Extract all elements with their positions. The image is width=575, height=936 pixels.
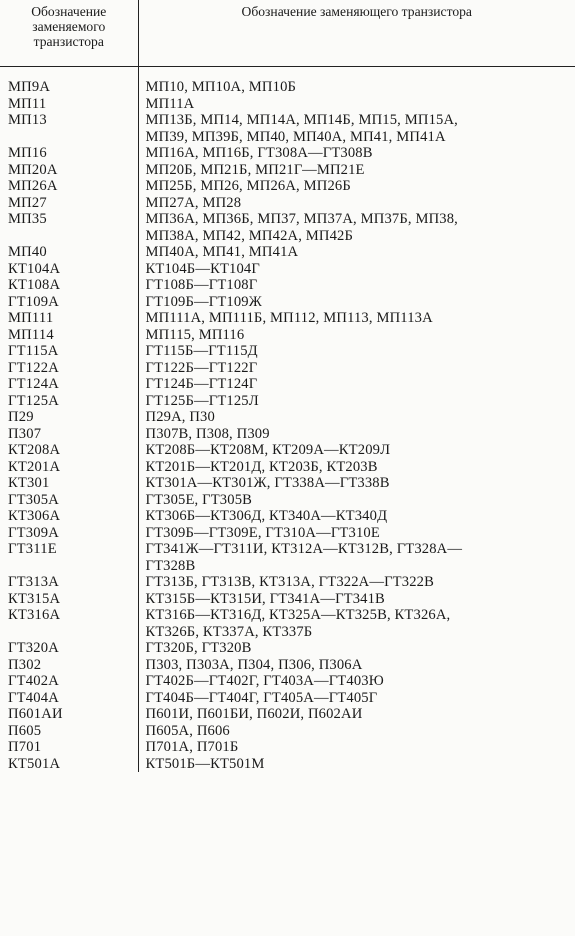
replacing-transistors-cell — [138, 112, 575, 145]
replaced-transistor-cell: МП9А — [0, 67, 138, 96]
replacing-transistors-cell — [138, 508, 575, 525]
replacing-transistors-cell — [138, 739, 575, 756]
table-row — [0, 739, 575, 756]
table-row — [0, 690, 575, 707]
replacing-transistors-cell — [138, 706, 575, 723]
replacing-transistors-line: КТ326Б, КТ337А, КТ337Б — [145, 623, 313, 640]
replacing-transistors-cell — [138, 162, 575, 179]
replacing-transistors-line: П601И, П601БИ, П602И, П602АИ — [145, 706, 363, 722]
replacing-transistors-cell — [138, 393, 575, 410]
replacing-transistors-line: ГТ341Ж—ГТ311И, КТ312А—КТ312В, ГТ328А— — [145, 541, 463, 557]
replacing-transistors-line: МП27А, МП28 — [145, 194, 242, 211]
replacing-transistors-line: МП10, МП10А, МП10Б — [145, 79, 297, 95]
replacing-transistors-cell — [138, 96, 575, 113]
table-row — [0, 673, 575, 690]
header-replacing-transistor: Обозначение заменяющего транзистора — [138, 0, 575, 67]
table-row — [0, 574, 575, 591]
replaced-transistor-cell: ГТ404А — [0, 690, 138, 707]
table-row — [0, 706, 575, 723]
replacing-transistors-line: ГТ125Б—ГТ125Л — [145, 392, 259, 409]
replaced-transistor-cell: КТ306А — [0, 508, 138, 525]
replacing-transistors-cell — [138, 211, 575, 244]
table-row — [0, 277, 575, 294]
replaced-transistor-cell: П29 — [0, 409, 138, 426]
table-header-row — [0, 0, 575, 67]
replacing-transistors-line: МП20Б, МП21Б, МП21Г—МП21Е — [145, 161, 365, 178]
replaced-transistor-cell: МП27 — [0, 195, 138, 212]
header-replaced-transistor: Обозначение заменяемого транзистора — [0, 0, 138, 67]
replaced-transistor-cell: ГТ311Е — [0, 541, 138, 574]
table-row — [0, 492, 575, 509]
replacing-transistors-cell — [138, 442, 575, 459]
replacing-transistors-line: ГТ115Б—ГТ115Д — [145, 343, 258, 359]
replacing-transistors-line: МП115, МП116 — [145, 326, 245, 343]
replacing-transistors-line: МП38А, МП42, МП42А, МП42Б — [145, 227, 354, 244]
replaced-transistor-cell: КТ208А — [0, 442, 138, 459]
replacing-transistors-line: МП40А, МП41, МП41А — [145, 244, 299, 260]
table-row — [0, 360, 575, 377]
replaced-transistor-cell: МП13 — [0, 112, 138, 145]
replaced-transistor-cell: П307 — [0, 426, 138, 443]
replacing-transistors-line: П701А, П701Б — [145, 739, 239, 755]
table-row — [0, 525, 575, 542]
replacing-transistors-cell — [138, 426, 575, 443]
replacing-transistors-line: П29А, П30 — [145, 409, 215, 425]
replaced-transistor-cell: ГТ115А — [0, 343, 138, 360]
replacing-transistors-line: КТ201Б—КТ201Д, КТ203Б, КТ203В — [145, 458, 378, 475]
table-row — [0, 162, 575, 179]
table-row — [0, 67, 575, 96]
replacing-transistors-cell — [138, 409, 575, 426]
replacing-transistors-line: ГТ309Б—ГТ309Е, ГТ310А—ГТ310Е — [145, 524, 380, 541]
replacing-transistors-line: КТ306Б—КТ306Д, КТ340А—КТ340Д — [145, 508, 388, 524]
replacing-transistors-line: ГТ328В — [145, 557, 196, 574]
replacing-transistors-line: КТ501Б—КТ501М — [145, 755, 265, 772]
table-row — [0, 541, 575, 574]
table-row — [0, 244, 575, 261]
replaced-transistor-cell: МП20А — [0, 162, 138, 179]
table-row — [0, 178, 575, 195]
replaced-transistor-cell: КТ501А — [0, 756, 138, 773]
table-row — [0, 310, 575, 327]
table-row — [0, 442, 575, 459]
replaced-transistor-cell: ГТ122А — [0, 360, 138, 377]
replacing-transistors-cell — [138, 178, 575, 195]
table-row — [0, 261, 575, 278]
replacing-transistors-line: МП16А, МП16Б, ГТ308А—ГТ308В — [145, 145, 373, 161]
table-row — [0, 508, 575, 525]
replacing-transistors-cell — [138, 310, 575, 327]
replaced-transistor-cell: ГТ124А — [0, 376, 138, 393]
table-row — [0, 657, 575, 674]
replaced-transistor-cell: ГТ313А — [0, 574, 138, 591]
replacing-transistors-line: ГТ402Б—ГТ402Г, ГТ403А—ГТ403Ю — [145, 673, 384, 689]
table-row — [0, 195, 575, 212]
replacing-transistors-line: ГТ124Б—ГТ124Г — [145, 376, 258, 392]
replacing-transistors-line: ГТ108Б—ГТ108Г — [145, 277, 258, 293]
replacing-transistors-line: КТ316Б—КТ316Д, КТ325А—КТ325В, КТ326А, — [145, 607, 451, 623]
replacing-transistors-cell — [138, 244, 575, 261]
replacing-transistors-cell — [138, 640, 575, 657]
replacing-transistors-line: ГТ404Б—ГТ404Г, ГТ405А—ГТ405Г — [145, 689, 378, 706]
replacing-transistors-cell — [138, 591, 575, 608]
replacing-transistors-cell — [138, 690, 575, 707]
replacing-transistors-line: МП25Б, МП26, МП26А, МП26Б — [145, 178, 351, 194]
table-row — [0, 112, 575, 145]
replacing-transistors-line: П303, П303А, П304, П306, П306А — [145, 656, 363, 673]
replaced-transistor-cell: КТ316А — [0, 607, 138, 640]
table-row — [0, 294, 575, 311]
replacing-transistors-cell — [138, 277, 575, 294]
table-body — [0, 67, 575, 773]
replacing-transistors-line: КТ104Б—КТ104Г — [145, 260, 260, 277]
replacing-transistors-line: ГТ313Б, ГТ313В, КТ313А, ГТ322А—ГТ322В — [145, 574, 434, 590]
replacing-transistors-cell — [138, 145, 575, 162]
replacing-transistors-cell — [138, 657, 575, 674]
replacing-transistors-line: МП13Б, МП14, МП14А, МП14Б, МП15, МП15А, — [145, 112, 458, 128]
table-row — [0, 343, 575, 360]
table-row — [0, 96, 575, 113]
replacing-transistors-cell — [138, 607, 575, 640]
replaced-transistor-cell: КТ201А — [0, 459, 138, 476]
replacing-transistors-line: П605А, П606 — [145, 722, 230, 739]
table-row — [0, 459, 575, 476]
table-row — [0, 426, 575, 443]
replaced-transistor-cell: МП35 — [0, 211, 138, 244]
replacing-transistors-cell — [138, 294, 575, 311]
replacing-transistors-cell — [138, 756, 575, 773]
replacing-transistors-cell — [138, 376, 575, 393]
replacing-transistors-cell — [138, 67, 575, 96]
replacing-transistors-cell — [138, 360, 575, 377]
replacing-transistors-cell — [138, 723, 575, 740]
table-row — [0, 723, 575, 740]
replacing-transistors-cell — [138, 261, 575, 278]
replaced-transistor-cell: КТ108А — [0, 277, 138, 294]
replacing-transistors-line: МП36А, МП36Б, МП37, МП37А, МП37Б, МП38, — [145, 211, 458, 227]
replaced-transistor-cell: ГТ305А — [0, 492, 138, 509]
replacing-transistors-line: ГТ122Б—ГТ122Г — [145, 359, 258, 376]
replaced-transistor-cell: ГТ125А — [0, 393, 138, 410]
replacing-transistors-line: КТ301А—КТ301Ж, ГТ338А—ГТ338В — [145, 475, 390, 491]
replacing-transistors-line: МП39, МП39Б, МП40, МП40А, МП41, МП41А — [145, 128, 446, 145]
table-row — [0, 640, 575, 657]
replaced-transistor-cell: КТ315А — [0, 591, 138, 608]
replacing-transistors-cell — [138, 492, 575, 509]
replacing-transistors-line: КТ315Б—КТ315И, ГТ341А—ГТ341В — [145, 590, 385, 607]
replaced-transistor-cell: ГТ320А — [0, 640, 138, 657]
replaced-transistor-cell: П605 — [0, 723, 138, 740]
table-row — [0, 376, 575, 393]
replacing-transistors-cell — [138, 541, 575, 574]
replacing-transistors-cell — [138, 327, 575, 344]
table-row — [0, 409, 575, 426]
replaced-transistor-cell: ГТ109А — [0, 294, 138, 311]
table-row — [0, 591, 575, 608]
replaced-transistor-cell: ГТ402А — [0, 673, 138, 690]
replacing-transistors-line: ГТ305Е, ГТ305В — [145, 491, 253, 508]
replacing-transistors-line: КТ208Б—КТ208М, КТ209А—КТ209Л — [145, 442, 391, 458]
replacing-transistors-line: ГТ109Б—ГТ109Ж — [145, 293, 262, 310]
replaced-transistor-cell: П302 — [0, 657, 138, 674]
table-row — [0, 327, 575, 344]
replacing-transistors-line: МП11А — [145, 95, 195, 112]
table-row — [0, 393, 575, 410]
table-row — [0, 475, 575, 492]
replaced-transistor-cell: КТ104А — [0, 261, 138, 278]
replacing-transistors-cell — [138, 673, 575, 690]
replaced-transistor-cell: П701 — [0, 739, 138, 756]
replacing-transistors-line: П307В, П308, П309 — [145, 425, 270, 442]
replacing-transistors-cell — [138, 459, 575, 476]
replaced-transistor-cell: МП16 — [0, 145, 138, 162]
replacing-transistors-line: ГТ320Б, ГТ320В — [145, 640, 252, 656]
replacing-transistors-cell — [138, 574, 575, 591]
table-row — [0, 607, 575, 640]
table-row — [0, 145, 575, 162]
replaced-transistor-cell: МП26А — [0, 178, 138, 195]
replacing-transistors-line: МП111А, МП111Б, МП112, МП113, МП113А — [145, 310, 433, 326]
table-row — [0, 756, 575, 773]
replaced-transistor-cell: МП111 — [0, 310, 138, 327]
replaced-transistor-cell: МП11 — [0, 96, 138, 113]
replacing-transistors-cell — [138, 195, 575, 212]
replacing-transistors-cell — [138, 525, 575, 542]
replaced-transistor-cell: КТ301 — [0, 475, 138, 492]
replaced-transistor-cell: ГТ309А — [0, 525, 138, 542]
table-row — [0, 211, 575, 244]
replacing-transistors-cell — [138, 343, 575, 360]
replaced-transistor-cell: МП114 — [0, 327, 138, 344]
replaced-transistor-cell: МП40 — [0, 244, 138, 261]
replaced-transistor-cell: П601АИ — [0, 706, 138, 723]
replacing-transistors-cell — [138, 475, 575, 492]
